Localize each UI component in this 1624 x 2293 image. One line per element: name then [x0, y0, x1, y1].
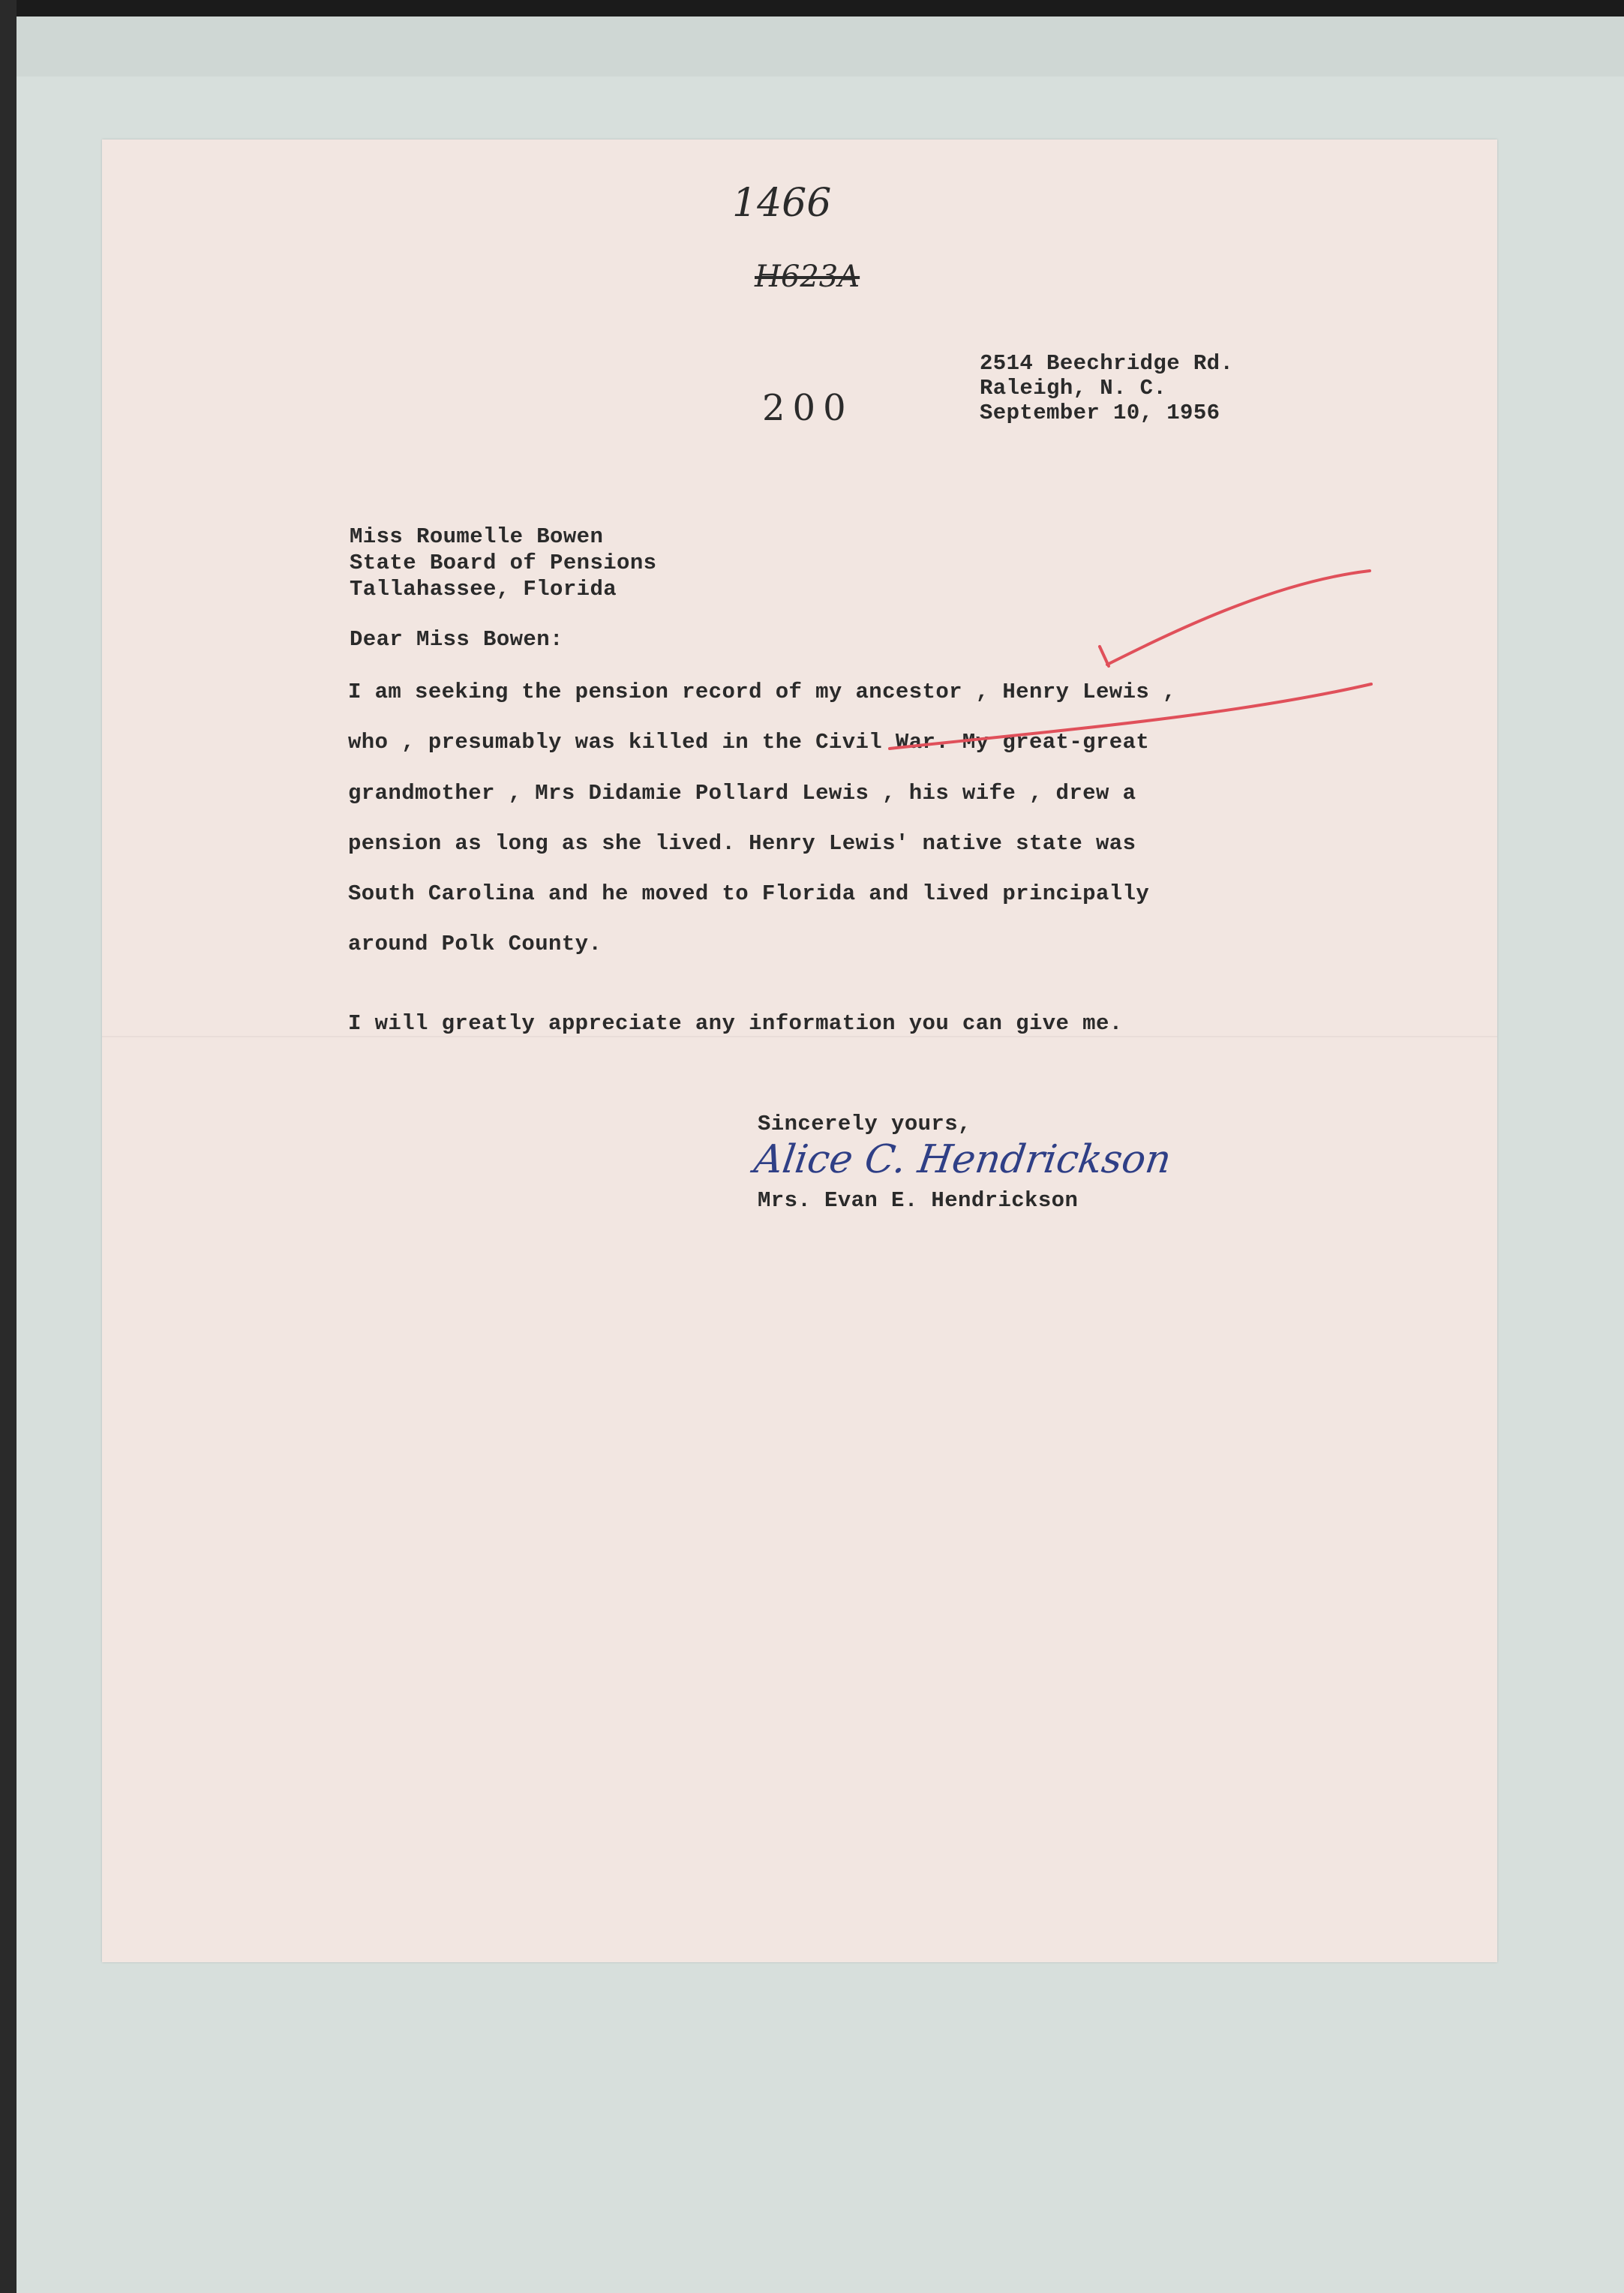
signer-name: Mrs. Evan E. Hendrickson [758, 1188, 1079, 1213]
scan-edge-left [0, 0, 17, 2293]
red-strike-line [890, 684, 1371, 749]
file-number: 1466 [732, 181, 832, 226]
recipient-city: Tallahassee, Florida [350, 577, 617, 602]
body-line: who , presumably was killed in the Civil War. My great-great [348, 730, 1150, 755]
body-line: grandmother , Mrs Didamie Pollard Lewis , his wife , drew a [348, 781, 1136, 806]
scan-background-band [17, 17, 1624, 77]
body-line: I am seeking the pension record of my ancestor , Henry Lewis , [348, 680, 1176, 704]
recipient-org: State Board of Pensions [350, 551, 657, 575]
struck-number: H623A [755, 260, 860, 294]
red-check-mark [1107, 571, 1370, 665]
closing: Sincerely yours, [758, 1112, 971, 1136]
closing-paragraph: I will greatly appreciate any information you can give me. [348, 1011, 1123, 1036]
red-pencil-marks [102, 140, 1497, 1962]
body-line: pension as long as she lived. Henry Lewis' native state was [348, 831, 1136, 856]
count-annotation: 200 [762, 387, 854, 429]
letter-date: September 10, 1956 [980, 401, 1220, 425]
red-check-tick [1100, 647, 1109, 666]
body-line: around Polk County. [348, 932, 602, 956]
recipient-name: Miss Roumelle Bowen [350, 524, 604, 549]
signature: Alice C. Hendrickson [751, 1137, 1174, 1182]
scan-edge-top [0, 0, 1624, 17]
salutation: Dear Miss Bowen: [350, 627, 563, 652]
body-line: South Carolina and he moved to Florida and lived principally [348, 881, 1150, 906]
letter-sheet [102, 140, 1497, 1962]
sender-city: Raleigh, N. C. [980, 376, 1167, 401]
sender-street: 2514 Beechridge Rd. [980, 351, 1234, 376]
